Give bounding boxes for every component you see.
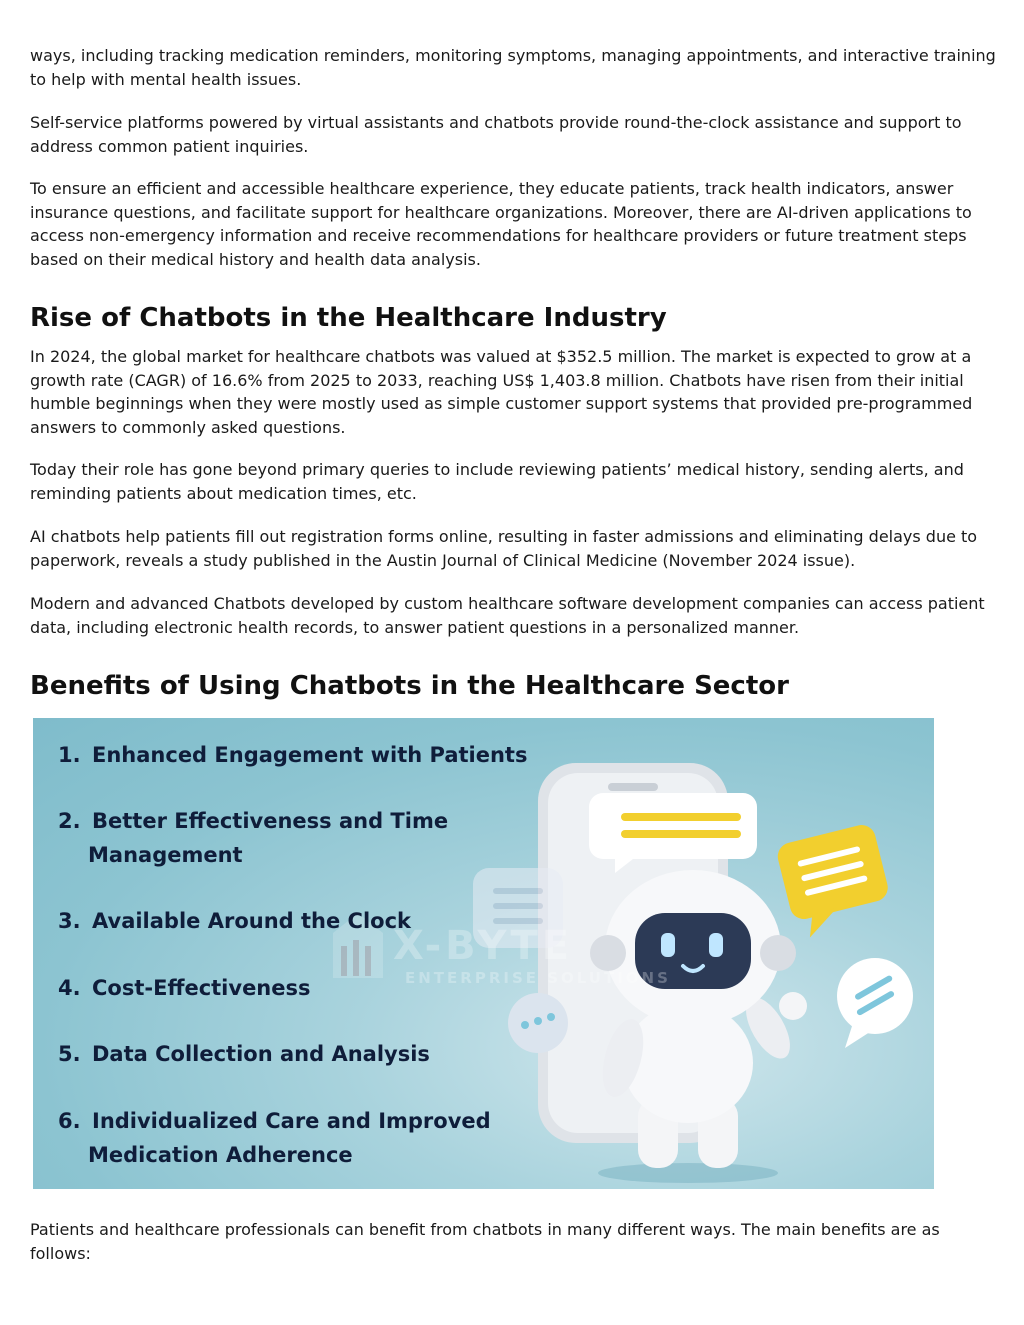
benefit-label: Data Collection and Analysis bbox=[92, 1042, 430, 1066]
benefit-item-3 bbox=[58, 904, 411, 938]
benefit-label: Individualized Care and Improved bbox=[92, 1109, 491, 1133]
rise-paragraph-3: AI chatbots help patients fill out registration forms online, resulting in faster admissions and eliminating delays due to paperwork, reveals a study published in the Austin Journal of Clinical Medicine (November 2024 issue). bbox=[30, 527, 978, 570]
rise-paragraph-2: Today their role has gone beyond primary queries to include reviewing patients’ medical history, sending alerts, and reminding patients about medication times, etc. bbox=[30, 460, 964, 503]
benefit-label-continued: Management bbox=[88, 843, 243, 867]
benefit-label: Cost-Effectiveness bbox=[92, 976, 311, 1000]
benefit-label: Better Effectiveness and Time bbox=[92, 809, 449, 833]
benefit-item-5 bbox=[58, 1037, 430, 1071]
intro-paragraph-1: ways, including tracking medication reminders, monitoring symptoms, managing appointments, and interactive training to help with mental health issues. bbox=[30, 46, 996, 89]
rise-paragraph-1: In 2024, the global market for healthcare chatbots was valued at $352.5 million. The market is expected to grow at a growth rate (CAGR) of 16.6% from 2025 to 2033, reaching US$ 1,403.8 million. Chatbots have risen from their initial humble beginnings when they were mostly used as simple customer support systems that provided pre-programmed answers to commonly asked questions. bbox=[30, 347, 973, 437]
intro-paragraph-2: Self-service platforms powered by virtual assistants and chatbots provide round-the-clock assistance and support to address common patient inquiries. bbox=[30, 113, 962, 156]
benefits-heading: Benefits of Using Chatbots in the Healthcare Sector bbox=[30, 671, 789, 701]
benefits-intro-paragraph: Patients and healthcare professionals can benefit from chatbots in many different ways. The main benefits are as follows: bbox=[30, 1220, 940, 1263]
intro-paragraph-3: To ensure an efficient and accessible healthcare experience, they educate patients, track health indicators, answer insurance questions, and facilitate support for healthcare organizations. Moreover, there are AI-driven applications to access non-emergency information and receive recommendations for healthcare providers or future treatment steps based on their medical history and health data analysis. bbox=[30, 179, 972, 269]
yellow-chat-bubble-icon bbox=[775, 822, 895, 940]
benefit-item-6 bbox=[58, 1104, 491, 1172]
benefit-label-continued: Medication Adherence bbox=[88, 1143, 353, 1167]
benefits-infographic bbox=[33, 718, 934, 1189]
watermark-tagline: ENTERPRISE SOLUTIONS bbox=[405, 969, 671, 987]
benefit-number: 4. bbox=[58, 976, 81, 1000]
watermark-brand: X-BYTE bbox=[393, 923, 574, 969]
benefit-number: 2. bbox=[58, 809, 81, 833]
typing-bubble-icon bbox=[508, 993, 568, 1053]
benefit-label: Enhanced Engagement with Patients bbox=[92, 743, 528, 767]
benefit-number: 5. bbox=[58, 1042, 81, 1066]
benefit-number: 3. bbox=[58, 909, 81, 933]
benefit-number: 6. bbox=[58, 1109, 81, 1133]
benefit-item-2 bbox=[58, 804, 448, 872]
benefit-item-4 bbox=[58, 971, 311, 1005]
benefit-label: Available Around the Clock bbox=[92, 909, 411, 933]
rise-heading: Rise of Chatbots in the Healthcare Industry bbox=[30, 303, 667, 333]
rise-paragraph-4: Modern and advanced Chatbots developed by custom healthcare software development companies can access patient data, including electronic health records, to answer patient questions in a personalized manner. bbox=[30, 594, 985, 637]
benefit-item-1 bbox=[58, 738, 527, 772]
benefit-number: 1. bbox=[58, 743, 81, 767]
round-chat-bubble-icon bbox=[837, 958, 913, 1048]
